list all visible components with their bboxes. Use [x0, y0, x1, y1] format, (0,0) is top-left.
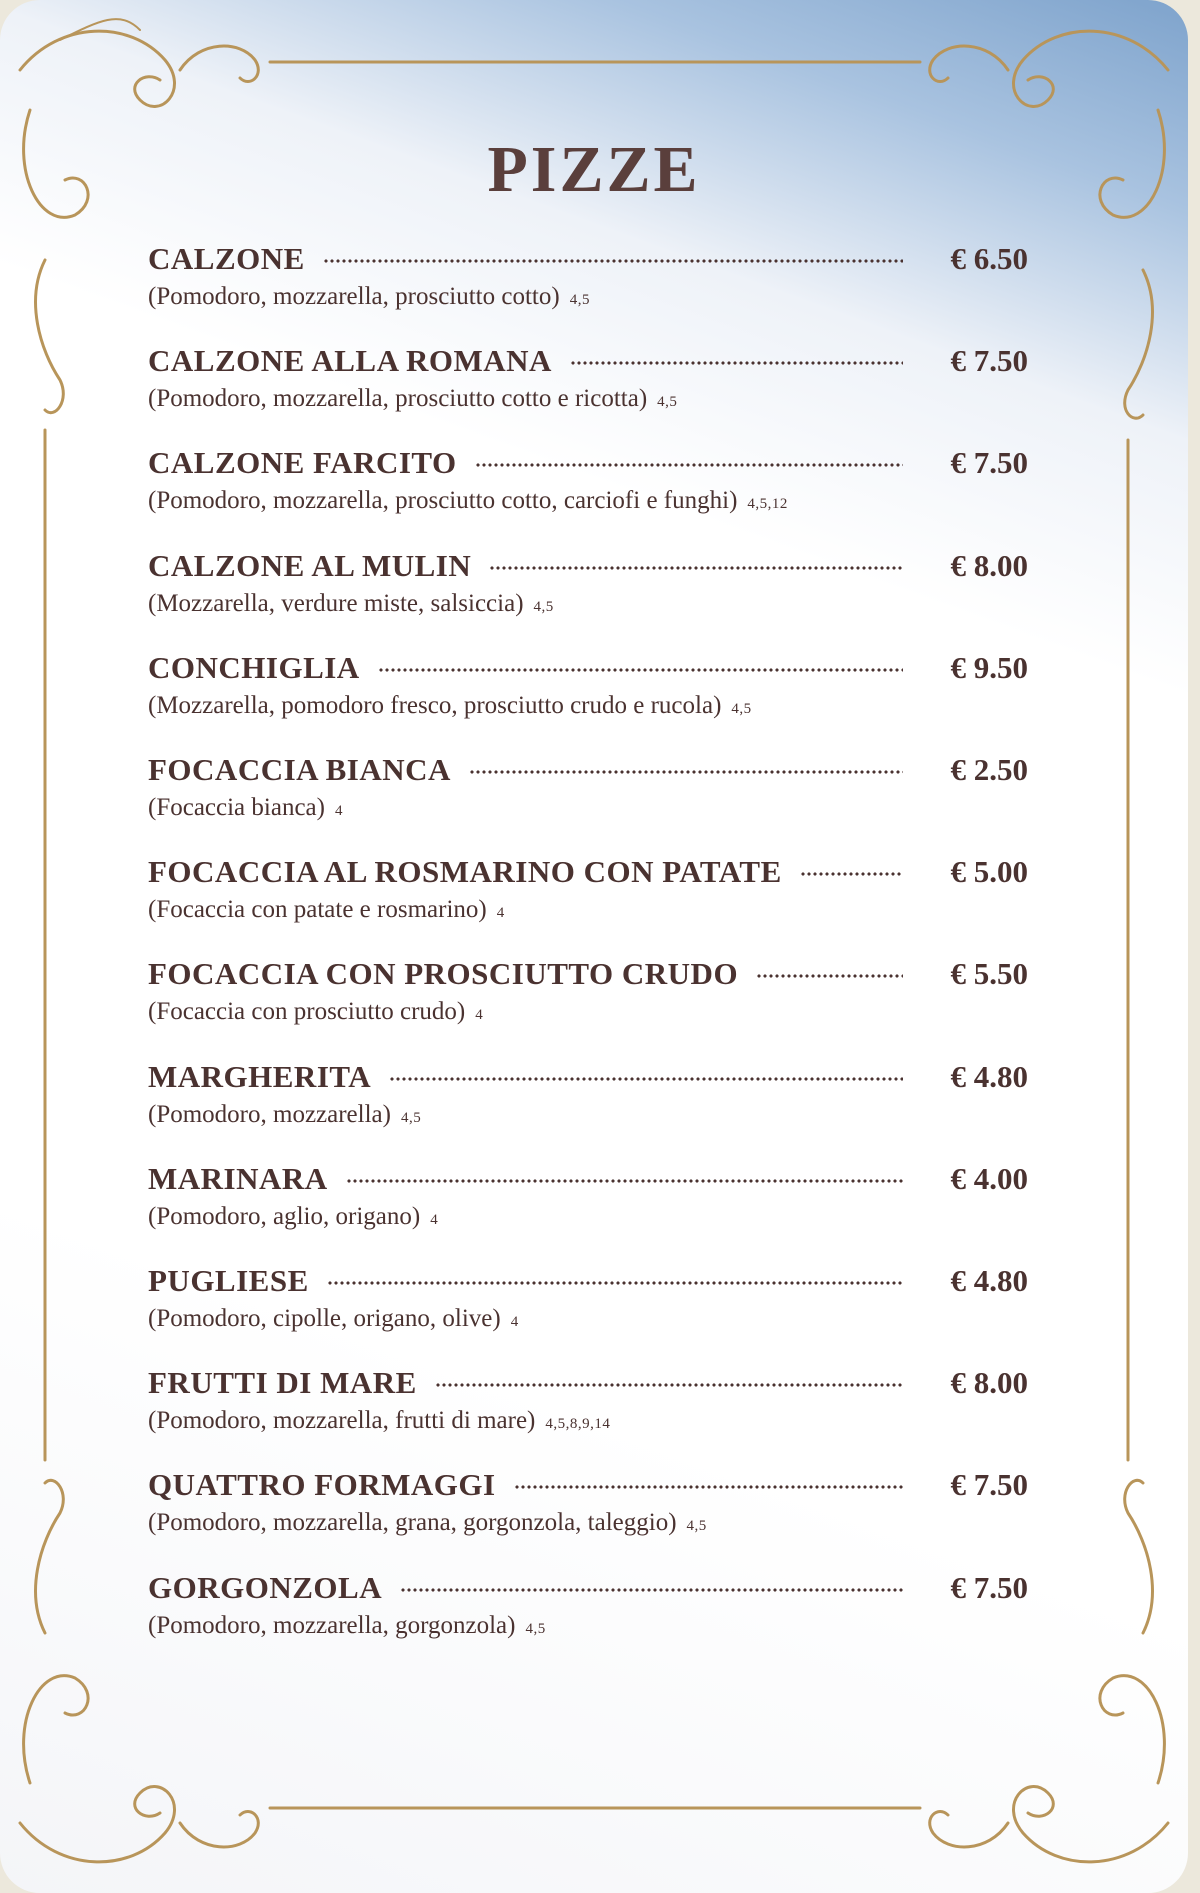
menu-item-line — [148, 1263, 1028, 1305]
menu-item-line — [148, 1467, 1028, 1509]
menu-item-allergens: 4,5,12 — [747, 496, 788, 513]
menu-item-name: PUGLIESE — [148, 1263, 309, 1298]
menu-item-price: € 7.50 — [950, 343, 1028, 379]
dot-leader — [475, 463, 903, 467]
menu-item-name: CALZONE ALLA ROMANA — [148, 343, 552, 379]
menu-item-allergens: 4,5 — [569, 292, 590, 308]
menu-item-allergens: 4 — [510, 1314, 519, 1330]
menu-item-name: CONCHIGLIA — [148, 649, 360, 685]
menu-item — [148, 1570, 1028, 1640]
menu-item-ingredients: (Pomodoro, mozzarella, grana, gorgonzola, taleggio) — [148, 1509, 677, 1537]
menu-item-ingredients: (Pomodoro, mozzarella, prosciutto cotto e ricotta) — [148, 385, 648, 413]
menu-item-ingredients: (Focaccia con patate e rosmarino) — [148, 896, 487, 924]
menu-item-ingredients: (Pomodoro, mozzarella, frutti di mare) — [148, 1407, 536, 1435]
menu-item — [148, 1161, 1028, 1231]
menu-item-description — [148, 590, 1028, 618]
menu-item-name: CALZONE AL MULIN — [148, 547, 472, 583]
menu-item — [148, 343, 1028, 413]
menu-item-line — [148, 956, 1028, 998]
menu-item-allergens: 4,5 — [525, 1620, 546, 1637]
menu-item-price: € 5.50 — [950, 956, 1028, 992]
menu-item-allergens: 4,5,8,9,14 — [545, 1416, 611, 1433]
menu-item — [148, 854, 1028, 924]
menu-item-price: € 4.00 — [950, 1160, 1028, 1196]
menu-item-ingredients: (Focaccia con prosciutto crudo) — [148, 998, 466, 1026]
menu-item-description — [148, 998, 1028, 1026]
dot-leader — [389, 1077, 903, 1081]
menu-item-description — [148, 1612, 1028, 1640]
menu-item-line — [148, 1570, 1028, 1612]
dot-leader — [800, 872, 903, 876]
menu-item-name: MARINARA — [148, 1160, 328, 1196]
menu-item-line — [148, 854, 1028, 896]
menu-item-price: € 8.00 — [950, 1365, 1028, 1401]
menu-item-price: € 5.00 — [950, 854, 1028, 890]
menu-item-allergens: 4 — [475, 1007, 484, 1024]
menu-item-description — [148, 385, 1028, 413]
menu-item-name: GORGONZOLA — [148, 1569, 383, 1605]
menu-item-allergens: 4,5 — [686, 1518, 707, 1535]
menu-title: PIZZE — [487, 133, 701, 206]
dot-leader — [346, 1179, 903, 1183]
menu-item-allergens: 4,5 — [731, 700, 752, 717]
menu-item-price: € 6.50 — [950, 241, 1028, 276]
menu-item-line — [148, 1059, 1028, 1101]
menu-item-allergens: 4 — [334, 803, 343, 819]
menu-item-price: € 7.50 — [950, 445, 1028, 481]
menu-item-allergens: 4,5 — [533, 598, 554, 615]
menu-item-allergens: 4,5 — [657, 394, 678, 411]
menu-item-line — [148, 1365, 1028, 1407]
menu-item-name: CALZONE — [148, 241, 305, 276]
menu-item-description — [148, 896, 1028, 924]
menu-item-ingredients: (Pomodoro, mozzarella, prosciutto cotto) — [148, 283, 560, 310]
dot-leader — [570, 361, 903, 365]
menu-item-price: € 2.50 — [950, 752, 1028, 787]
menu-item-price: € 9.50 — [950, 649, 1028, 685]
menu-item-price: € 4.80 — [950, 1058, 1028, 1094]
menu-item-ingredients: (Pomodoro, mozzarella, prosciutto cotto, carciofi e funghi) — [148, 487, 738, 515]
menu-item-line — [148, 1161, 1028, 1203]
dot-leader — [323, 259, 903, 263]
dot-leader — [756, 974, 903, 978]
menu-item-description — [148, 1509, 1028, 1537]
menu-item — [148, 1263, 1028, 1333]
menu-item-name: FOCACCIA BIANCA — [148, 752, 451, 787]
dot-leader — [489, 566, 903, 570]
menu-item-ingredients: (Pomodoro, mozzarella) — [148, 1100, 391, 1128]
dot-leader — [400, 1588, 903, 1592]
menu-item-name: FOCACCIA AL ROSMARINO CON PATATE — [148, 854, 782, 890]
dot-leader — [469, 770, 903, 774]
menu-item-price: € 8.00 — [950, 547, 1028, 583]
menu-item-name: QUATTRO FORMAGGI — [148, 1467, 496, 1503]
menu-item-name: FOCACCIA CON PROSCIUTTO CRUDO — [148, 956, 739, 992]
menu-item-description — [148, 1203, 1028, 1231]
menu-item-ingredients: (Pomodoro, mozzarella, gorgonzola) — [148, 1611, 516, 1639]
menu-item-allergens: 4 — [496, 905, 505, 922]
menu-item-line — [148, 445, 1028, 487]
menu-item-description — [148, 1305, 1028, 1333]
menu-item-ingredients: (Pomodoro, aglio, origano) — [148, 1202, 421, 1230]
menu-item-name: FRUTTI DI MARE — [148, 1365, 417, 1401]
menu-item — [148, 445, 1028, 515]
menu-item-description — [148, 283, 1028, 311]
menu-item-ingredients: (Mozzarella, pomodoro fresco, prosciutto crudo e rucola) — [148, 691, 722, 719]
menu-item — [148, 241, 1028, 311]
menu-item-allergens: 4,5 — [400, 1109, 422, 1126]
menu-item — [148, 1059, 1028, 1129]
menu-item — [148, 548, 1028, 618]
menu-item-price: € 7.50 — [950, 1467, 1028, 1503]
menu-item — [148, 752, 1028, 822]
menu-item-line — [148, 548, 1028, 590]
menu-item-name: CALZONE FARCITO — [148, 445, 457, 481]
dot-leader — [378, 668, 903, 672]
menu-item-description — [148, 794, 1028, 822]
menu-item-price: € 4.80 — [950, 1263, 1028, 1298]
menu-item — [148, 1467, 1028, 1537]
menu-item-description — [148, 1101, 1028, 1129]
menu-item-description — [148, 692, 1028, 720]
menu-item-ingredients: (Mozzarella, verdure miste, salsiccia) — [148, 589, 524, 617]
menu-item — [148, 956, 1028, 1026]
menu-item-description — [148, 487, 1028, 515]
dot-leader — [327, 1281, 903, 1285]
menu-item-line — [148, 343, 1028, 385]
menu-item-allergens: 4 — [430, 1211, 439, 1228]
menu-item-line — [148, 650, 1028, 692]
menu-item-line — [148, 241, 1028, 283]
menu-item-ingredients: (Focaccia bianca) — [148, 794, 325, 821]
menu-item-description — [148, 1407, 1028, 1435]
menu-item — [148, 1365, 1028, 1435]
menu-item — [148, 650, 1028, 720]
dot-leader — [514, 1485, 903, 1489]
menu-item-line — [148, 752, 1028, 794]
menu-item-price: € 7.50 — [950, 1569, 1028, 1605]
menu-item-name: MARGHERITA — [148, 1058, 372, 1094]
menu-item-ingredients: (Pomodoro, cipolle, origano, olive) — [148, 1305, 501, 1332]
dot-leader — [435, 1383, 903, 1387]
